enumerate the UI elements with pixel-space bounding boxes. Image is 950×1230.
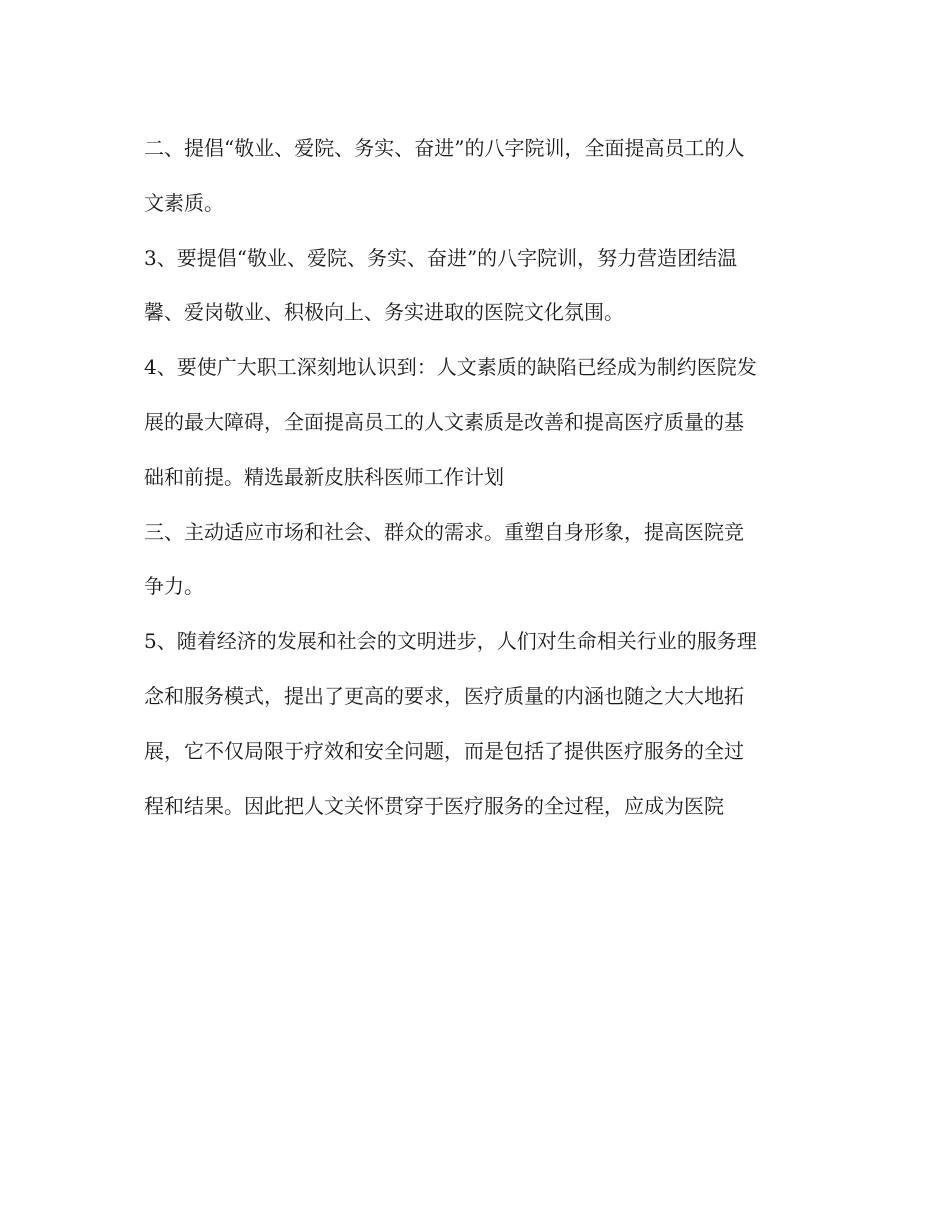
text-line: 展的最大障碍，全面提高员工的人文素质是改善和提高医疗质量的基 xyxy=(144,409,744,434)
text-line: 念和服务模式，提出了更高的要求，医疗质量的内涵也随之大大地拓 xyxy=(144,683,744,708)
text-line: 争力。 xyxy=(144,574,204,599)
text-line: 三、主动适应市场和社会、群众的需求。重塑自身形象，提高医院竞 xyxy=(144,519,744,544)
text-line: 3、要提倡“敬业、爱院、务实、奋进”的八字院训，努力营造团结温 xyxy=(144,245,738,270)
text-line: 二、提倡“敬业、爱院、务实、奋进”的八字院训，全面提高员工的人 xyxy=(144,136,745,160)
text-line: 文素质。 xyxy=(144,190,224,215)
text-line: 5、随着经济的发展和社会的文明进步，人们对生命相关行业的服务理 xyxy=(144,629,757,654)
document-body xyxy=(144,121,814,833)
text-line: 程和结果。因此把人文关怀贯穿于医疗服务的全过程，应成为医院 xyxy=(144,793,724,818)
text-line: 馨、爱岗敬业、积极向上、务实进取的医院文化氛围。 xyxy=(144,300,624,325)
text-line: 础和前提。精选最新皮肤科医师工作计划 xyxy=(144,464,504,489)
text-line: 4、要使广大职工深刻地认识到：人文素质的缺陷已经成为制约医院发 xyxy=(144,355,757,380)
text-line: 展，它不仅局限于疗效和安全问题，而是包括了提供医疗服务的全过 xyxy=(144,738,744,763)
